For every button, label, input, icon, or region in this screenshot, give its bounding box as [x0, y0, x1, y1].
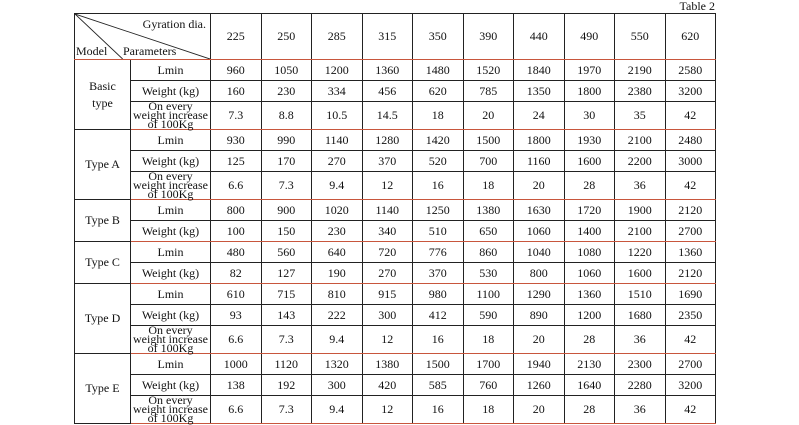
- parameter-label: Lmin: [131, 242, 211, 263]
- parameter-label: On every weight increase of 100Kg: [131, 102, 211, 130]
- value-cell: 1640: [564, 375, 615, 396]
- value-cell: 860: [463, 242, 514, 263]
- value-cell: 1600: [615, 263, 666, 284]
- value-cell: 35: [615, 102, 666, 130]
- value-cell: 7.3: [261, 172, 312, 200]
- value-cell: 7.3: [261, 396, 312, 424]
- value-cell: 560: [261, 242, 312, 263]
- value-cell: 1480: [413, 60, 464, 81]
- value-cell: 28: [564, 326, 615, 354]
- value-cell: 1630: [514, 200, 565, 221]
- value-cell: 42: [665, 172, 716, 200]
- value-cell: 1520: [463, 60, 514, 81]
- value-cell: 915: [362, 284, 413, 305]
- model-cell: Type B: [75, 200, 131, 242]
- value-cell: 520: [413, 151, 464, 172]
- value-cell: 9.4: [312, 396, 363, 424]
- value-cell: 2100: [615, 221, 666, 242]
- value-cell: 900: [261, 200, 312, 221]
- value-cell: 12: [362, 326, 413, 354]
- model-cell: Type E: [75, 354, 131, 424]
- value-cell: 1680: [615, 305, 666, 326]
- value-cell: 1100: [463, 284, 514, 305]
- value-cell: 1290: [514, 284, 565, 305]
- value-cell: 192: [261, 375, 312, 396]
- value-cell: 776: [413, 242, 464, 263]
- parameter-label: Lmin: [131, 200, 211, 221]
- value-cell: 1250: [413, 200, 464, 221]
- table-row: [75, 242, 716, 263]
- value-cell: 93: [211, 305, 262, 326]
- model-cell: Type D: [75, 284, 131, 354]
- value-cell: 1360: [665, 242, 716, 263]
- value-cell: 456: [362, 81, 413, 102]
- model-label: Model: [76, 44, 108, 58]
- value-cell: 18: [413, 102, 464, 130]
- value-cell: 1840: [514, 60, 565, 81]
- value-cell: 3000: [665, 151, 716, 172]
- value-cell: 2280: [615, 375, 666, 396]
- value-cell: 480: [211, 242, 262, 263]
- value-cell: 28: [564, 172, 615, 200]
- value-cell: 42: [665, 102, 716, 130]
- value-cell: 1970: [564, 60, 615, 81]
- value-cell: 300: [312, 375, 363, 396]
- value-cell: 1500: [463, 130, 514, 151]
- value-cell: 1380: [463, 200, 514, 221]
- value-cell: 20: [463, 102, 514, 130]
- value-cell: 1420: [413, 130, 464, 151]
- value-cell: 370: [362, 151, 413, 172]
- value-cell: 1260: [514, 375, 565, 396]
- value-cell: 420: [362, 375, 413, 396]
- value-cell: 30: [564, 102, 615, 130]
- value-cell: 1510: [615, 284, 666, 305]
- value-cell: 2380: [615, 81, 666, 102]
- value-cell: 1930: [564, 130, 615, 151]
- value-cell: 170: [261, 151, 312, 172]
- value-cell: 3200: [665, 81, 716, 102]
- value-cell: 960: [211, 60, 262, 81]
- parameter-label: On every weight increase of 100Kg: [131, 326, 211, 354]
- value-cell: 36: [615, 326, 666, 354]
- value-cell: 20: [514, 396, 565, 424]
- table-row: [75, 221, 716, 242]
- value-cell: 1140: [312, 130, 363, 151]
- value-cell: 980: [413, 284, 464, 305]
- value-cell: 2200: [615, 151, 666, 172]
- model-cell: Type A: [75, 130, 131, 200]
- value-cell: 300: [362, 305, 413, 326]
- value-cell: 6.6: [211, 396, 262, 424]
- value-cell: 650: [463, 221, 514, 242]
- value-cell: 620: [413, 81, 464, 102]
- table-row: [75, 396, 716, 424]
- diameter-header: 285: [312, 14, 363, 60]
- value-cell: 100: [211, 221, 262, 242]
- parameters-label: Parameters: [123, 44, 177, 58]
- value-cell: 20: [514, 172, 565, 200]
- table-row: [75, 130, 716, 151]
- table-body: [75, 60, 716, 424]
- value-cell: 28: [564, 396, 615, 424]
- value-cell: 82: [211, 263, 262, 284]
- diameter-header: 315: [362, 14, 413, 60]
- value-cell: 340: [362, 221, 413, 242]
- value-cell: 640: [312, 242, 363, 263]
- model-cell: Basic type: [75, 60, 131, 130]
- corner-header: [75, 14, 211, 60]
- diameter-header: 440: [514, 14, 565, 60]
- value-cell: 190: [312, 263, 363, 284]
- value-cell: 16: [413, 172, 464, 200]
- table-row: [75, 326, 716, 354]
- value-cell: 2300: [615, 354, 666, 375]
- diameter-header: 225: [211, 14, 262, 60]
- value-cell: 1160: [514, 151, 565, 172]
- value-cell: 270: [362, 263, 413, 284]
- value-cell: 1200: [564, 305, 615, 326]
- table-row: [75, 354, 716, 375]
- value-cell: 610: [211, 284, 262, 305]
- value-cell: 150: [261, 221, 312, 242]
- value-cell: 334: [312, 81, 363, 102]
- diameter-header: 350: [413, 14, 464, 60]
- value-cell: 138: [211, 375, 262, 396]
- value-cell: 1000: [211, 354, 262, 375]
- table-caption: Table 2: [679, 0, 715, 13]
- value-cell: 800: [514, 263, 565, 284]
- parameter-label: Lmin: [131, 130, 211, 151]
- value-cell: 1140: [362, 200, 413, 221]
- parameter-label: Weight (kg): [131, 221, 211, 242]
- value-cell: 930: [211, 130, 262, 151]
- table-row: [75, 60, 716, 81]
- value-cell: 1120: [261, 354, 312, 375]
- value-cell: 760: [463, 375, 514, 396]
- header-row: [75, 14, 716, 60]
- value-cell: 1220: [615, 242, 666, 263]
- value-cell: 1940: [514, 354, 565, 375]
- value-cell: 1700: [463, 354, 514, 375]
- value-cell: 1320: [312, 354, 363, 375]
- value-cell: 8.8: [261, 102, 312, 130]
- value-cell: 810: [312, 284, 363, 305]
- value-cell: 1720: [564, 200, 615, 221]
- value-cell: 715: [261, 284, 312, 305]
- model-cell: Type C: [75, 242, 131, 284]
- diameter-header: 550: [615, 14, 666, 60]
- value-cell: 16: [413, 396, 464, 424]
- value-cell: 6.6: [211, 326, 262, 354]
- value-cell: 585: [413, 375, 464, 396]
- value-cell: 1060: [514, 221, 565, 242]
- value-cell: 9.4: [312, 172, 363, 200]
- value-cell: 2350: [665, 305, 716, 326]
- value-cell: 12: [362, 396, 413, 424]
- value-cell: 1020: [312, 200, 363, 221]
- value-cell: 1380: [362, 354, 413, 375]
- value-cell: 2120: [665, 200, 716, 221]
- value-cell: 7.3: [211, 102, 262, 130]
- value-cell: 222: [312, 305, 363, 326]
- value-cell: 2580: [665, 60, 716, 81]
- value-cell: 800: [211, 200, 262, 221]
- value-cell: 590: [463, 305, 514, 326]
- value-cell: 20: [514, 326, 565, 354]
- value-cell: 2100: [615, 130, 666, 151]
- value-cell: 18: [463, 396, 514, 424]
- parameter-label: Weight (kg): [131, 151, 211, 172]
- value-cell: 530: [463, 263, 514, 284]
- value-cell: 125: [211, 151, 262, 172]
- diameter-header: 490: [564, 14, 615, 60]
- table-row: [75, 172, 716, 200]
- gyration-label: Gyration dia.: [142, 17, 206, 31]
- diameter-header: 390: [463, 14, 514, 60]
- value-cell: 7.3: [261, 326, 312, 354]
- value-cell: 720: [362, 242, 413, 263]
- value-cell: 1200: [312, 60, 363, 81]
- value-cell: 36: [615, 172, 666, 200]
- parameter-label: On every weight increase of 100Kg: [131, 396, 211, 424]
- parameter-label: Lmin: [131, 284, 211, 305]
- table-row: [75, 102, 716, 130]
- value-cell: 1040: [514, 242, 565, 263]
- value-cell: 1080: [564, 242, 615, 263]
- table-row: [75, 284, 716, 305]
- table-row: [75, 263, 716, 284]
- value-cell: 890: [514, 305, 565, 326]
- diameter-header: 620: [665, 14, 716, 60]
- value-cell: 1280: [362, 130, 413, 151]
- value-cell: 2120: [665, 263, 716, 284]
- value-cell: 10.5: [312, 102, 363, 130]
- table-row: [75, 200, 716, 221]
- value-cell: 1900: [615, 200, 666, 221]
- value-cell: 785: [463, 81, 514, 102]
- value-cell: 160: [211, 81, 262, 102]
- value-cell: 2480: [665, 130, 716, 151]
- value-cell: 510: [413, 221, 464, 242]
- parameter-label: On every weight increase of 100Kg: [131, 172, 211, 200]
- parameter-label: Weight (kg): [131, 375, 211, 396]
- value-cell: 1350: [514, 81, 565, 102]
- value-cell: 1690: [665, 284, 716, 305]
- value-cell: 1800: [514, 130, 565, 151]
- parameter-label: Weight (kg): [131, 81, 211, 102]
- specification-table: [74, 13, 716, 424]
- parameter-label: Lmin: [131, 354, 211, 375]
- value-cell: 2190: [615, 60, 666, 81]
- value-cell: 9.4: [312, 326, 363, 354]
- value-cell: 42: [665, 396, 716, 424]
- value-cell: 6.6: [211, 172, 262, 200]
- value-cell: 127: [261, 263, 312, 284]
- diameter-header: 250: [261, 14, 312, 60]
- value-cell: 12: [362, 172, 413, 200]
- value-cell: 2700: [665, 221, 716, 242]
- value-cell: 143: [261, 305, 312, 326]
- value-cell: 1360: [564, 284, 615, 305]
- value-cell: 36: [615, 396, 666, 424]
- parameter-label: Weight (kg): [131, 305, 211, 326]
- value-cell: 230: [312, 221, 363, 242]
- value-cell: 1500: [413, 354, 464, 375]
- value-cell: 16: [413, 326, 464, 354]
- value-cell: 2700: [665, 354, 716, 375]
- value-cell: 370: [413, 263, 464, 284]
- value-cell: 2130: [564, 354, 615, 375]
- value-cell: 1600: [564, 151, 615, 172]
- value-cell: 18: [463, 326, 514, 354]
- value-cell: 1360: [362, 60, 413, 81]
- value-cell: 230: [261, 81, 312, 102]
- value-cell: 1060: [564, 263, 615, 284]
- value-cell: 990: [261, 130, 312, 151]
- value-cell: 412: [413, 305, 464, 326]
- value-cell: 18: [463, 172, 514, 200]
- parameter-label: Lmin: [131, 60, 211, 81]
- value-cell: 1400: [564, 221, 615, 242]
- value-cell: 14.5: [362, 102, 413, 130]
- parameter-label: Weight (kg): [131, 263, 211, 284]
- value-cell: 3200: [665, 375, 716, 396]
- value-cell: 700: [463, 151, 514, 172]
- value-cell: 1050: [261, 60, 312, 81]
- value-cell: 270: [312, 151, 363, 172]
- value-cell: 42: [665, 326, 716, 354]
- value-cell: 1800: [564, 81, 615, 102]
- value-cell: 24: [514, 102, 565, 130]
